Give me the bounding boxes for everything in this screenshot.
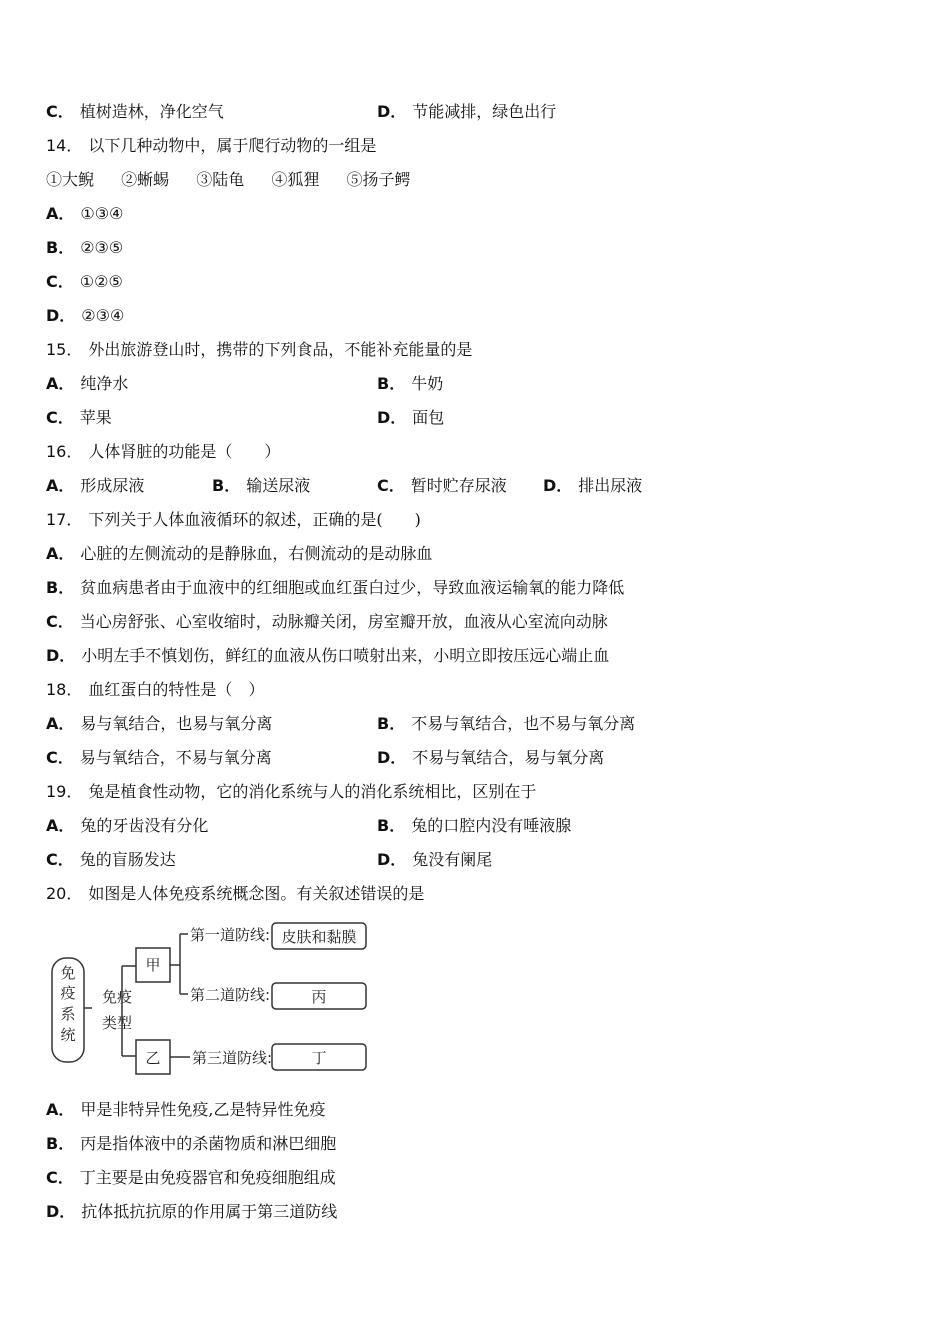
type-label-line2: 类型 [102,1014,133,1032]
q18-option-d: D． 不易与氧结合，易与氧分离 [377,748,605,767]
q20-option-c: C． 丁主要是由免疫器官和免疫细胞组成 [46,1168,336,1187]
q16-stem: 16． 人体肾脏的功能是（ ） [46,442,281,461]
q18-option-b: B． 不易与氧结合，也不易与氧分离 [377,714,636,733]
q14-option-a: A． ①③④ [46,204,124,223]
q15-option-b: B． 牛奶 [377,374,444,393]
q16-option-b: B． 输送尿液 [212,476,311,495]
q14-option-b: B． ②③⑤ [46,238,124,257]
q19-option-d: D． 兔没有阑尾 [377,850,493,869]
q15-option-d: D． 面包 [377,408,445,427]
yi-label: 乙 [145,1049,161,1067]
third-line-label: 第三道防线: [192,1049,273,1067]
q17-stem: 17． 下列关于人体血液循环的叙述，正确的是( ) [46,510,421,529]
q16-option-a: A． 形成尿液 [46,476,145,495]
q17-option-a: A． 心脏的左侧流动的是静脉血，右侧流动的是动脉血 [46,544,433,563]
q18-stem: 18． 血红蛋白的特性是（ ） [46,680,265,699]
immune-system-diagram [46,918,376,1083]
q14-item: ②蜥蜴 [121,170,170,189]
q14-item: ④狐狸 [271,170,320,189]
type-label-line1: 免疫 [102,988,133,1006]
q18-option-c: C． 易与氧结合，不易与氧分离 [46,748,272,767]
second-line-label: 第二道防线: [190,986,271,1004]
q13-option-d: D． 节能减排，绿色出行 [377,102,557,121]
q14-items [46,168,432,192]
q17-option-b: B． 贫血病患者由于血液中的红细胞或血红蛋白过少，导致血液运输氧的能力降低 [46,578,625,597]
q17-option-d: D． 小明左手不慎划伤，鲜红的血液从伤口喷射出来，小明立即按压远心端止血 [46,646,610,665]
q14-stem: 14． 以下几种动物中，属于爬行动物的一组是 [46,136,377,155]
q15-option-c: C． 苹果 [46,408,112,427]
q14-option-c: C． ①②⑤ [46,272,123,291]
box-ding-text: 丁 [311,1049,327,1067]
q20-option-a: A． 甲是非特异性免疫,乙是特异性免疫 [46,1100,326,1119]
q17-option-c: C． 当心房舒张、心室收缩时，动脉瓣关闭，房室瓣开放，血液从心室流向动脉 [46,612,608,631]
q14-item: ①大鲵 [46,170,95,189]
q19-option-b: B． 兔的口腔内没有唾液腺 [377,816,572,835]
jia-label: 甲 [145,956,161,974]
first-line-label: 第一道防线: [190,926,271,944]
q14-item: ⑤扬子鳄 [346,170,411,189]
root-char: 免 [60,964,76,982]
q19-option-c: C． 兔的盲肠发达 [46,850,176,869]
q19-option-a: A． 兔的牙齿没有分化 [46,816,209,835]
q20-stem: 20． 如图是人体免疫系统概念图。有关叙述错误的是 [46,884,425,903]
q14-item: ③陆龟 [196,170,245,189]
q13-option-c: C． 植树造林，净化空气 [46,102,224,121]
box-bing-text: 丙 [311,988,327,1006]
q20-option-d: D． 抗体抵抗抗原的作用属于第三道防线 [46,1202,338,1221]
q16-option-d: D． 排出尿液 [543,476,643,495]
q19-stem: 19． 兔是植食性动物，它的消化系统与人的消化系统相比，区别在于 [46,782,537,801]
q20-option-b: B． 丙是指体液中的杀菌物质和淋巴细胞 [46,1134,337,1153]
q18-option-a: A． 易与氧结合，也易与氧分离 [46,714,273,733]
q15-stem: 15． 外出旅游登山时，携带的下列食品，不能补充能量的是 [46,340,473,359]
root-char: 疫 [60,984,76,1002]
q16-option-c: C． 暂时贮存尿液 [377,476,507,495]
q14-option-d: D． ②③④ [46,306,125,325]
root-char: 系 [60,1005,76,1023]
box-skin-text: 皮肤和黏膜 [281,928,357,946]
q15-option-a: A． 纯净水 [46,374,129,393]
root-char: 统 [60,1026,76,1044]
